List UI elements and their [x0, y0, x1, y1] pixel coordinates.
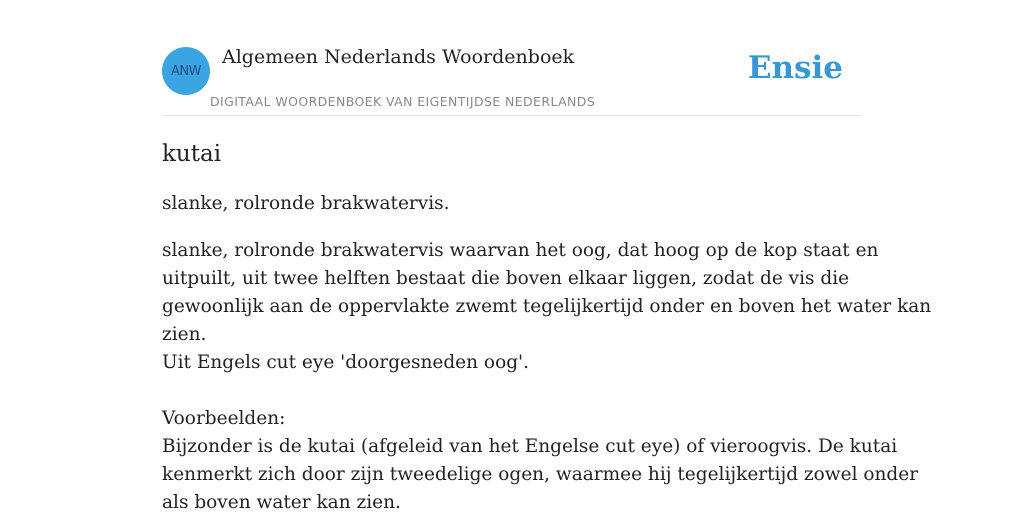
definition-line: slanke, rolronde brakwatervis waarvan het oog, dat hoog op de kop staat en: [162, 240, 879, 261]
anw-logo[interactable]: [162, 47, 210, 95]
entry-headword: kutai: [162, 141, 222, 167]
etymology: Uit Engels cut eye 'doorgesneden oog'.: [162, 352, 530, 373]
site-header: [162, 44, 862, 116]
examples-label: Voorbeelden:: [162, 408, 286, 429]
example-line: als boven water kan zien.: [162, 492, 401, 512]
definition-line: gewoonlijk aan de oppervlakte zwemt tegelijkertijd onder en boven het water kan: [162, 296, 932, 317]
site-subtitle: DIGITAAL WOORDENBOEK VAN EIGENTIJDSE NEDERLANDS: [210, 94, 596, 109]
example-line: kenmerkt zich door zijn tweedelige ogen, waarmee hij tegelijkertijd zowel onder: [162, 464, 919, 485]
short-definition: slanke, rolronde brakwatervis.: [162, 193, 450, 214]
definition-line: uitpuilt, uit twee helften bestaat die boven elkaar liggen, zodat de vis die: [162, 268, 850, 289]
definition-line: zien.: [162, 324, 207, 345]
example-line: Bijzonder is de kutai (afgeleid van het Engelse cut eye) of vieroogvis. De kutai: [162, 436, 898, 457]
entry-content: [162, 138, 932, 512]
full-definition: [162, 237, 932, 512]
anw-logo-text: ANW: [171, 63, 201, 79]
ensie-brand-link[interactable]: Ensie: [747, 50, 843, 86]
site-title[interactable]: Algemeen Nederlands Woordenboek: [222, 46, 575, 68]
spacer: [162, 377, 864, 405]
